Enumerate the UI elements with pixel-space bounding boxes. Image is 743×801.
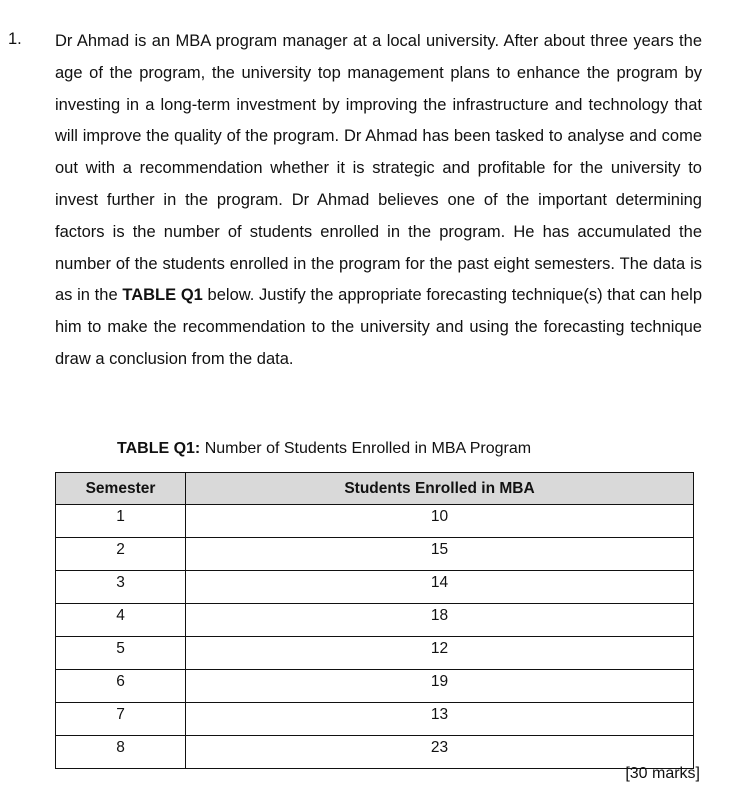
semester-cell: 4	[56, 604, 186, 637]
question-text-part1: Dr Ahmad is an MBA program manager at a local university. After about three years the age of the program, the university top management plans to enhance the program by investing in a long-term investment by improving the infrastructure and technology that will improve the quality of the program. Dr Ahmad has been tasked to analyse and come out with a recommendation whether it is strategic and profitable for the university to invest further in the program. Dr Ahmad believes one of the important determining factors is the number of students enrolled in the program. He has accumulated the number of the students enrolled in the program for the past eight semesters. The data is as in the	[55, 32, 702, 305]
enrolled-cell: 13	[186, 703, 694, 736]
question-text-part2: below. Justify the appropriate forecasting technique(s) that can help him to make the recommendation to the university and using the forecasting technique draw a conclusion from the data.	[55, 286, 703, 368]
table-caption	[117, 440, 531, 458]
semester-cell: 6	[56, 670, 186, 703]
table-caption-label: TABLE Q1:	[117, 440, 201, 457]
semester-cell: 2	[56, 538, 186, 571]
header-students-enrolled: Students Enrolled in MBA	[186, 473, 694, 505]
table-header-row	[56, 473, 694, 505]
enrolled-cell: 18	[186, 604, 694, 637]
semester-cell: 7	[56, 703, 186, 736]
table-row	[56, 637, 694, 670]
semester-cell: 1	[56, 505, 186, 538]
enrolled-cell: 12	[186, 637, 694, 670]
marks-label: [30 marks]	[625, 765, 700, 782]
table-caption-text: Number of Students Enrolled in MBA Program	[200, 440, 532, 457]
enrolled-cell: 15	[186, 538, 694, 571]
table-row	[56, 538, 694, 571]
header-semester: Semester	[56, 473, 186, 505]
semester-cell: 8	[56, 736, 186, 769]
enrolled-cell: 19	[186, 670, 694, 703]
semester-cell: 3	[56, 571, 186, 604]
table-row	[56, 736, 694, 769]
table-row	[56, 703, 694, 736]
enrolled-cell: 10	[186, 505, 694, 538]
question-number: 1.	[8, 30, 22, 48]
table-row	[56, 571, 694, 604]
table-row	[56, 505, 694, 538]
enrolled-cell: 23	[186, 736, 694, 769]
enrolled-cell: 14	[186, 571, 694, 604]
table-reference: TABLE Q1	[122, 286, 203, 305]
semester-cell: 5	[56, 637, 186, 670]
table-row	[56, 670, 694, 703]
table-row	[56, 604, 694, 637]
enrollment-table	[55, 472, 694, 769]
question-text	[55, 26, 702, 376]
